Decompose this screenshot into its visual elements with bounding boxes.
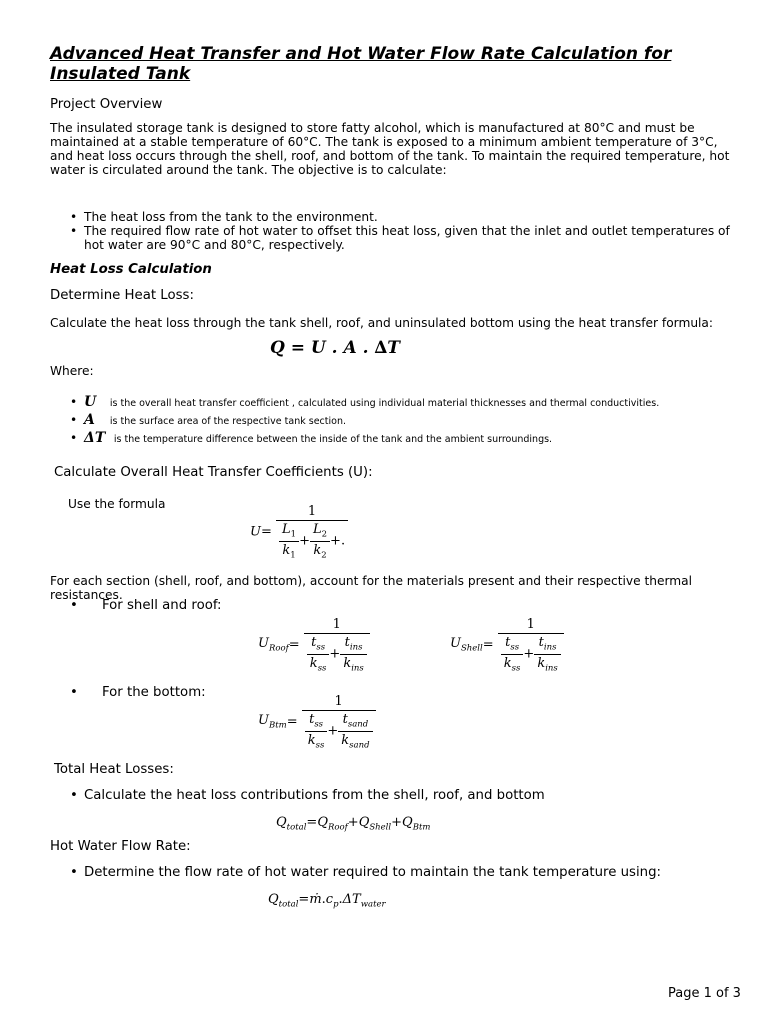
definitions-list bbox=[50, 394, 730, 448]
definition-text: is the temperature difference between the inside of the tank and the ambient surroundings. bbox=[113, 434, 553, 445]
list-item bbox=[50, 412, 730, 430]
definition-text: is the overall heat transfer coefficient , calculated using individual material thicknesses and thermal conductivities. bbox=[109, 398, 660, 409]
list-item: • The heat loss from the tank to the environment. bbox=[50, 210, 730, 224]
list-item bbox=[50, 430, 730, 448]
definition-symbol: U bbox=[84, 394, 97, 410]
heat-transfer-formula: Q = U . A . ∆T bbox=[270, 338, 400, 358]
definition-symbol: A bbox=[84, 412, 95, 428]
objectives-list bbox=[50, 210, 730, 252]
list-item: • For the bottom: bbox=[50, 686, 350, 700]
definition-text: is the surface area of the respective tank section. bbox=[109, 416, 346, 427]
flow-list bbox=[50, 866, 730, 880]
coefficients-heading: Calculate Overall Heat Transfer Coefficients (U): bbox=[54, 465, 373, 480]
q-total-flow-formula: $Q_{total}=ṁ.c_p.\Delta T_{water}$ bbox=[268, 892, 386, 910]
project-overview-paragraph: The insulated storage tank is designed to store fatty alcohol, which is manufactured at 80°C and must be maintained at a stable temperature of 60°C. The tank is exposed to a minimum ambient temperature of 3°C, and heat loss occurs through the shell, roof, and bottom of the tank. To maintain the required temperature, hot water is circulated around the tank. The objective is to calculate: bbox=[50, 121, 730, 177]
hot-water-flow-heading: Hot Water Flow Rate: bbox=[50, 839, 191, 854]
list-item: • The required flow rate of hot water to offset this heat loss, given that the inlet and outlet temperatures of hot water are 90°C and 80°C, respectively. bbox=[50, 224, 730, 252]
document-title: Advanced Heat Transfer and Hot Water Flow Rate Calculation for Insulated Tank bbox=[50, 44, 672, 84]
definition-symbol: ΔT bbox=[84, 430, 106, 446]
where-label: Where: bbox=[50, 364, 94, 378]
shell-roof-list bbox=[50, 599, 350, 613]
list-item: • Determine the flow rate of hot water required to maintain the tank temperature using: bbox=[50, 866, 730, 880]
determine-heat-loss-heading: Determine Heat Loss: bbox=[50, 288, 194, 303]
u-bottom-formula: $U_{Btm}=$ 1 $\frac{t_{ss}}{k_{ss}}$ + $\frac{t_{sand}}{k_{sand}}$ bbox=[258, 694, 376, 750]
heat-loss-intro: Calculate the heat loss through the tank shell, roof, and uninsulated bottom using the heat transfer formula: bbox=[50, 316, 714, 330]
page-number: Page 1 of 3 bbox=[668, 986, 741, 1001]
project-overview-heading: Project Overview bbox=[50, 97, 163, 112]
q-total-sum-formula: $Q_{total}=Q_{Roof}+Q_{Shell}+Q_{Btm}$ bbox=[276, 815, 431, 833]
use-formula-label: Use the formula bbox=[68, 497, 166, 511]
total-list bbox=[50, 789, 730, 803]
each-section-text: For each section (shell, roof, and bottom), account for the materials present and their respective thermal resistances. bbox=[50, 574, 692, 602]
u-shell-formula: $U_{Shell}=$ 1 $\frac{t_{ss}}{k_{ss}}$ + $\frac{t_{ins}}{k_{ins}}$ bbox=[450, 617, 564, 673]
list-item: • For shell and roof: bbox=[50, 599, 350, 613]
u-roof-formula: $U_{Roof}=$ 1 $\frac{t_{ss}}{k_{ss}}$ + $\frac{t_{ins}}{k_{ins}}$ bbox=[258, 617, 370, 673]
total-heat-losses-heading: Total Heat Losses: bbox=[54, 762, 174, 777]
u-general-formula: U= 1 $\frac{L_1}{k_1}$ + $\frac{L_2}{k_2}$ +. bbox=[250, 504, 348, 560]
list-item bbox=[50, 394, 730, 412]
heat-loss-section-heading: Heat Loss Calculation bbox=[50, 262, 212, 277]
list-item: • Calculate the heat loss contributions from the shell, roof, and bottom bbox=[50, 789, 730, 803]
